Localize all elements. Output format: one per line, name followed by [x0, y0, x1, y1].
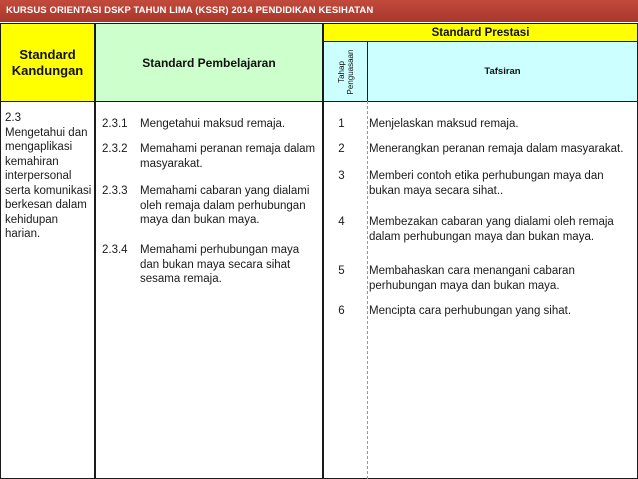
learning-standard-text: Memahami peranan remaja dalam masyarakat. — [140, 143, 316, 170]
tafsiran-text: Membezakan cabaran yang dialami oleh remaja dalam perhubungan maya dan bukan maya. — [369, 216, 614, 243]
header-tafsiran: Tafsiran — [367, 41, 638, 102]
tahap-column-divider — [367, 101, 368, 479]
tafsiran-text: Membahaskan cara menangani cabaran perhubungan maya dan bukan maya. — [369, 265, 575, 292]
tahap-number: 2 — [338, 143, 345, 155]
tafsiran-text: Menjelaskan maksud remaja. — [369, 118, 519, 130]
standard-kandungan-cell — [0, 101, 95, 479]
learning-standard-number: 2.3.3 — [102, 185, 128, 197]
tahap-number: 4 — [338, 216, 345, 228]
standard-pembelajaran-cell — [95, 101, 323, 479]
header-standard-kandungan: Standard Kandungan — [0, 23, 95, 102]
learning-standard-text: Memahami cabaran yang dialami oleh remaja dalam perhubungan maya dan bukan maya. — [140, 185, 310, 226]
tafsiran-text: Memberi contoh etika perhubungan maya dan bukan maya secara sihat.. — [369, 170, 604, 197]
learning-standard-item — [102, 142, 316, 171]
learning-standard-item — [102, 243, 316, 287]
standard-prestasi-cell — [323, 101, 638, 479]
learning-standard-number: 2.3.4 — [102, 244, 128, 256]
dskp-table — [0, 23, 638, 479]
learning-standard-text: Mengetahui maksud remaja. — [140, 118, 286, 130]
header-tahap-penguasaan — [323, 41, 368, 102]
standard-kandungan-code: 2.3 — [5, 112, 21, 124]
learning-standard-item — [102, 117, 316, 132]
document-title: KURSUS ORIENTASI DSKP TAHUN LIMA (KSSR) 2014 PENDIDIKAN KESIHATAN — [6, 5, 374, 16]
tahap-number: 3 — [338, 170, 345, 182]
standard-kandungan-text: Mengetahui dan mengaplikasi kemahiran interpersonal serta komunikasi berkesan dalam kehidupan harian. — [5, 126, 92, 240]
tafsiran-text: Mencipta cara perhubungan yang sihat. — [369, 305, 572, 317]
tafsiran-text: Menerangkan peranan remaja dalam masyarakat. — [369, 143, 624, 155]
learning-standard-number: 2.3.1 — [102, 118, 128, 130]
tahap-number: 1 — [338, 118, 345, 130]
learning-standard-text: Memahami perhubungan maya dan bukan maya secara sihat sesama remaja. — [140, 244, 300, 285]
learning-standard-number: 2.3.2 — [102, 143, 128, 155]
header-standard-prestasi: Standard Prestasi — [323, 23, 638, 42]
header-standard-pembelajaran: Standard Pembelajaran — [95, 23, 323, 102]
tahap-penguasaan-label: Tahap Penguasaan — [336, 49, 355, 94]
tahap-number: 6 — [338, 305, 345, 317]
learning-standard-item — [102, 184, 316, 228]
tahap-number: 5 — [338, 265, 345, 277]
document-header-bar — [0, 0, 638, 22]
